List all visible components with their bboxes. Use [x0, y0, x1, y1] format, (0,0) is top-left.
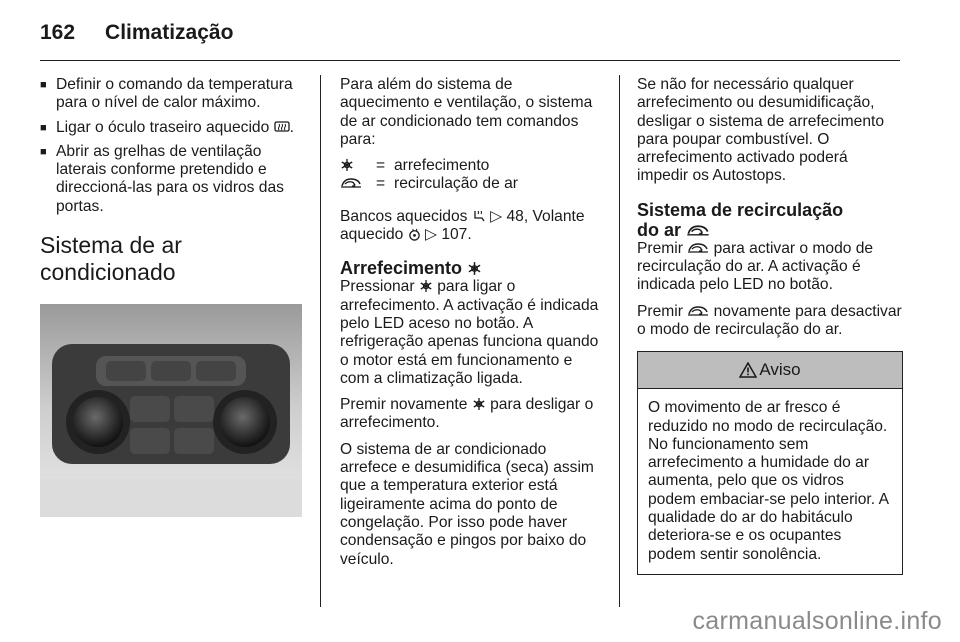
column-middle	[340, 76, 604, 577]
instruction-list	[40, 76, 302, 216]
recirculation-icon	[340, 176, 362, 190]
warning-triangle-icon	[739, 362, 757, 378]
list-item: ■ Definir o comando da temperatura para o nível de calor máximo.	[40, 76, 302, 113]
recirculation-heading: Sistema de recirculação do ar	[637, 199, 844, 240]
heated-seat-icon	[472, 209, 486, 223]
list-item: ■ Ligar o óculo traseiro aquecido .	[40, 119, 302, 137]
warning-header	[638, 352, 902, 389]
climate-control-photo	[40, 304, 302, 517]
legend-row: = recirculação de ar	[340, 175, 604, 193]
snowflake-icon	[467, 261, 482, 276]
column-right	[637, 76, 903, 575]
legend-label: arrefecimento	[394, 157, 490, 175]
legend-row: = arrefecimento	[340, 157, 604, 175]
page-title: Climatização	[105, 21, 234, 44]
header-rule	[40, 60, 900, 61]
page-ref-arrow-icon: ▷	[424, 226, 437, 244]
column-left	[40, 76, 302, 517]
info-paragraph: Se não for necessário qualquer arrefecimento ou desumidificação, desligar o sistema de arrefecimento para poupar combustível. O arrefecimento activado poderá impedir os Autostops.	[637, 76, 885, 185]
snowflake-icon	[472, 397, 486, 411]
heated-steering-wheel-icon	[408, 228, 421, 241]
column-divider-2	[619, 75, 620, 607]
cooling-paragraph-3: O sistema de ar condicionado arrefece e desumidifica (seca) assim que a temperatura exterior está ligeiramente acima do ponto de congelação. Por isso pode haver condensação e pingos por baixo do veículo.	[340, 440, 594, 568]
page-number: 162	[40, 21, 76, 44]
heated-seats-ref: Bancos aquecidos ▷ 48, Volante aquecido ▷ 107.	[340, 207, 585, 244]
warning-box	[637, 351, 903, 575]
watermark: carmanualsonline.info	[692, 607, 942, 635]
cooling-paragraph-2: Premir novamente para desligar o arrefecimento.	[340, 396, 594, 432]
snowflake-icon	[340, 158, 354, 172]
recirculation-icon	[687, 304, 709, 318]
section-title: Sistema de ar condicionado	[40, 232, 182, 286]
cooling-paragraph-1: Pressionar para ligar o arrefecimento. A activação é indicada pelo LED aceso no botão. A refrigeração apenas funciona quando o motor está em funcionamento e com a climatização ligada.	[340, 278, 599, 387]
page-ref-arrow-icon: ▷	[490, 207, 503, 225]
snowflake-icon	[419, 279, 433, 293]
warning-title: Aviso	[759, 360, 801, 380]
recirculation-paragraph-2: Premir novamente para desactivar o modo de recirculação do ar.	[637, 302, 902, 338]
warning-text: O movimento de ar fresco é reduzido no modo de recirculação. No funcionamento sem arrefecimento a humidade do ar aumenta, pelo que os vidros podem embaciar-se pelo interior. A qualidade do ar do habitáculo deteriora-se e os ocupantes podem sentir sonolência.	[648, 399, 889, 563]
page-header	[40, 18, 233, 48]
list-item: ■ Abrir as grelhas de ventilação laterais conforme pretendido e direccioná-las para os vidros das portas.	[40, 143, 302, 216]
rear-window-heater-icon	[274, 120, 290, 134]
column-divider-1	[320, 75, 321, 607]
cooling-heading: Arrefecimento	[340, 258, 604, 278]
legend-label: recirculação de ar	[394, 175, 518, 193]
legend	[340, 157, 604, 194]
recirculation-icon	[687, 241, 709, 255]
recirculation-paragraph-1: Premir para activar o modo de recirculação do ar. A activação é indicada pelo LED no botão.	[637, 239, 874, 294]
recirculation-icon	[686, 223, 710, 238]
intro-text: Para além do sistema de aquecimento e ventilação, o sistema de ar condicionado tem comandos para:	[340, 76, 593, 148]
